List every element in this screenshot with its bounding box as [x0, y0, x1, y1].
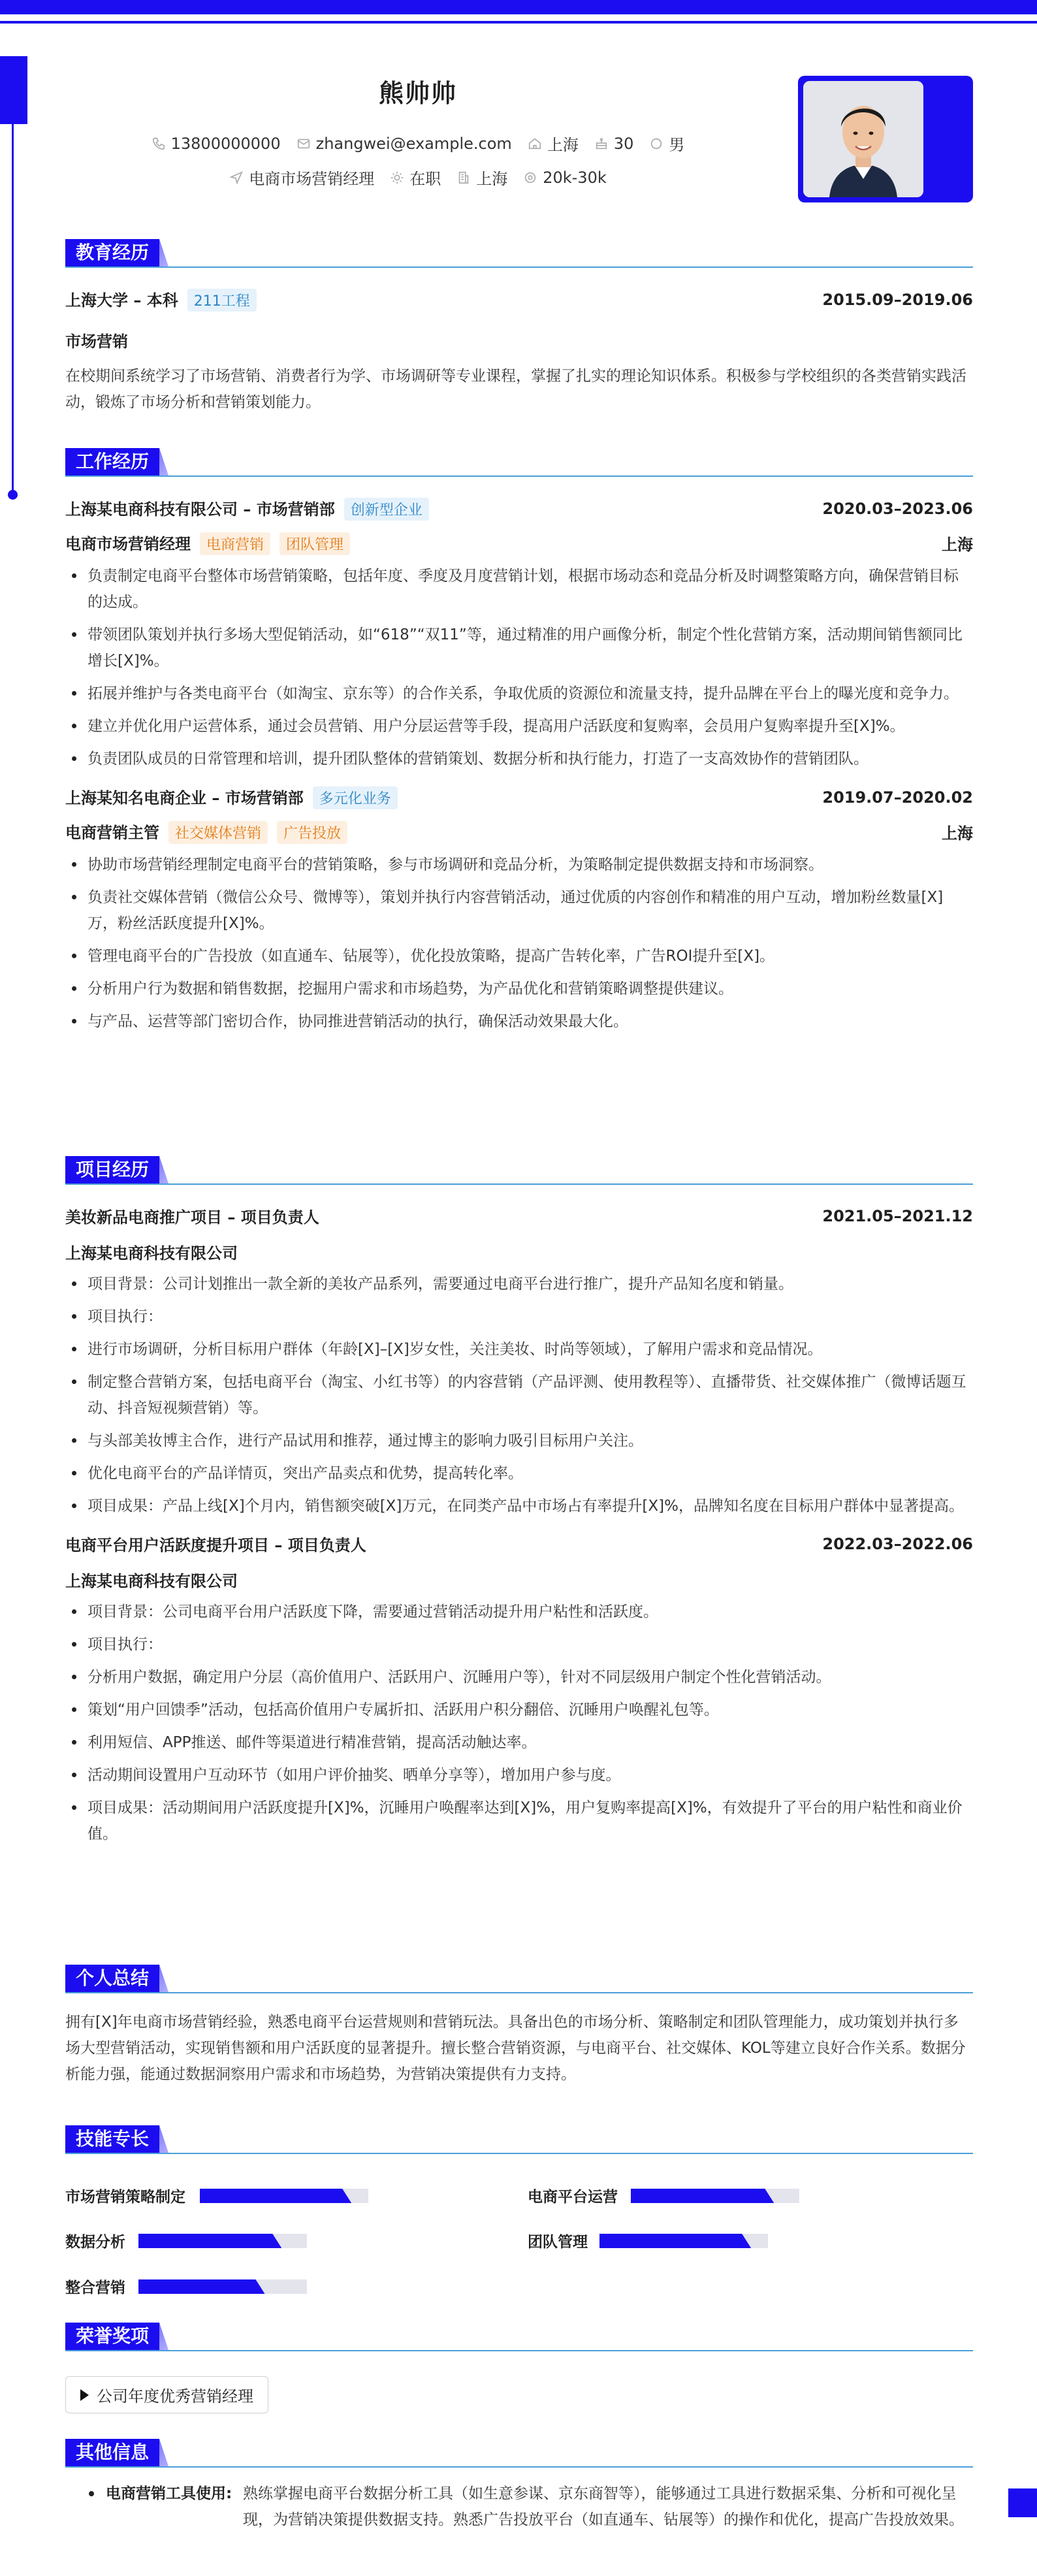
list-item: 与产品、运营等部门密切合作，协同推进营销活动的执行，确保活动效果最大化。: [65, 1008, 973, 1035]
skill-level: [200, 2189, 351, 2203]
summary-header: [65, 1965, 973, 1995]
building-icon: [456, 170, 471, 185]
list-item: 项目执行：: [65, 1632, 973, 1658]
section-title: 其他信息: [65, 2439, 159, 2466]
skills-header: [65, 2125, 973, 2155]
role-tag: 团队管理: [279, 532, 350, 555]
corner-accent-block: [1008, 2488, 1037, 2517]
job-company-row: [65, 785, 973, 809]
honors-header: [65, 2323, 973, 2353]
title-decoration: [159, 1965, 168, 1992]
role-name: 电商市场营销经理: [65, 535, 191, 553]
summary-text: 拥有[X]年电商市场营销经验，熟悉电商平台运营规则和营销玩法。具备出色的市场分析、策略制定和团队管理能力，成功策划并执行多场大型营销活动，实现销售额和用户活跃度的显著提升。擅长整合营销资源，与电商平台、社交媒体、KOL等建立良好合作关系。数据分析能力强，能通过数据洞察用户需求和市场趋势，为营销决策提供有力支持。: [65, 2014, 966, 2083]
role-name: 电商营销主管: [65, 824, 159, 842]
list-item: 项目背景：公司电商平台用户活跃度下降，需要通过营销活动提升用户粘性和活跃度。: [65, 1599, 973, 1625]
phone-text: 13800000000: [170, 134, 281, 153]
education-desc: 在校期间系统学习了市场营销、消费者行为学、市场调研等专业课程，掌握了扎实的理论知识体系。积极参与学校组织的各类营销实践活动，锻炼了市场分析和营销策划能力。: [65, 368, 966, 411]
title-decoration: [159, 239, 168, 266]
email-item: [296, 132, 512, 155]
coin-icon: [523, 170, 537, 185]
list-item: 负责社交媒体营销（微信公众号、微博等），策划并执行内容营销活动，通过优质的内容创作和精准的用户互动，增加粉丝数量[X]万，粉丝活跃度提升[X]%。: [65, 884, 973, 937]
list-item: 活动期间设置用户互动环节（如用户评价抽奖、晒单分享等），增加用户参与度。: [65, 1762, 973, 1788]
job-period: 2019.07–2020.02: [822, 788, 973, 807]
title-decoration: [159, 2125, 168, 2153]
school-line: [65, 287, 257, 312]
section-title: 个人总结: [65, 1965, 159, 1992]
skill-level: [599, 2234, 751, 2248]
bullet-dot: [89, 2491, 94, 2496]
skill-name: 整合营销: [65, 2279, 125, 2296]
honor-list: [65, 2376, 973, 2413]
work-city-item: [456, 166, 507, 189]
other-item: [65, 2481, 973, 2533]
list-item: 项目背景：公司计划推出一款全新的美妆产品系列，需要通过电商平台进行推广，提升产品知名度和销量。: [65, 1271, 973, 1297]
age-item: [594, 132, 634, 155]
section-title: 教育经历: [65, 239, 159, 266]
other-text: 熟练掌握电商平台数据分析工具（如生意参谋、京东商智等），能够通过工具进行数据采集、分析和可视化呈现，为营销决策提供数据支持。熟悉广告投放平台（如直通车、钻展等）的操作和优化，提高广告投放效果。: [243, 2485, 964, 2528]
list-item: 分析用户数据，确定用户分层（高价值用户、活跃用户、沉睡用户等），针对不同层级用户制定个性化营销活动。: [65, 1664, 973, 1690]
work-header: [65, 448, 973, 478]
school-name: 上海大学 – 本科: [65, 291, 178, 310]
list-item: 项目成果：产品上线[X]个月内，销售额突破[X]万元，在同类产品中市场占有率提升[X]%，品牌知名度在目标用户群体中显著提高。: [65, 1493, 973, 1519]
project-bullets: [65, 1271, 973, 1519]
skill-level: [631, 2189, 774, 2203]
section-rule: [65, 475, 973, 477]
job-role-row: [65, 531, 973, 555]
project-entry: [65, 1532, 973, 1847]
other-label: 电商营销工具使用:: [106, 2485, 232, 2502]
projects-header: [65, 1156, 973, 1186]
section-rule: [65, 2466, 973, 2468]
status-text: 在职: [409, 170, 441, 188]
candidate-name: 熊帅帅: [378, 79, 457, 108]
list-item: 建立并优化用户运营体系，通过会员营销、用户分层运营等手段，提高用户活跃度和复购率，会员用户复购率提升至[X]%。: [65, 713, 973, 739]
other-header: [65, 2439, 973, 2469]
project-bullets: [65, 1599, 973, 1847]
skill-name: 数据分析: [65, 2234, 125, 2251]
company-line: [65, 496, 429, 521]
project-entry: [65, 1204, 973, 1519]
list-item: 项目成果：活动期间用户活跃度提升[X]%，沉睡用户唤醒率达到[X]%，用户复购率提高[X]%，有效提升了平台的用户粘性和商业价值。: [65, 1795, 973, 1847]
contact-row: [0, 132, 836, 155]
gender-text: 男: [669, 136, 685, 154]
role-tag: 电商营销: [200, 532, 270, 555]
age-text: 30: [613, 134, 634, 153]
skills-section: [65, 2125, 973, 2155]
position-text: 电商市场营销经理: [249, 170, 375, 188]
company-tag: 创新型企业: [344, 498, 429, 521]
job-intent-row: [0, 166, 836, 189]
skill-bar: [138, 2279, 307, 2294]
skill-bar: [631, 2189, 799, 2203]
major: 市场营销: [65, 332, 128, 351]
job-entry: [65, 785, 973, 1035]
list-item: 利用短信、APP推送、邮件等渠道进行精准营销，提高活动触达率。: [65, 1730, 973, 1756]
honors-section: [65, 2323, 973, 2413]
send-icon: [229, 170, 244, 185]
top-accent-line: [0, 21, 1037, 24]
title-decoration: [159, 1156, 168, 1183]
education-header: [65, 239, 973, 269]
list-item: 协助市场营销经理制定电商平台的营销策略，参与市场调研和竞品分析，为策略制定提供数据支持和市场洞察。: [65, 852, 973, 878]
city-item: [528, 132, 579, 155]
projects-section: [65, 1156, 973, 1854]
project-org: 上海某电商科技有限公司: [65, 1572, 238, 1590]
title-decoration: [159, 2323, 168, 2350]
section-rule: [65, 266, 973, 268]
gender-item: [649, 132, 684, 155]
project-row: [65, 1532, 973, 1555]
mail-icon: [296, 137, 311, 151]
section-title: 工作经历: [65, 448, 159, 475]
play-icon: [80, 2389, 89, 2401]
company-name: 上海某知名电商企业 – 市场营销部: [65, 789, 304, 807]
section-rule: [65, 2350, 973, 2351]
job-bullets: [65, 852, 973, 1035]
skill-bar: [138, 2234, 307, 2248]
skill-level: [138, 2234, 281, 2248]
section-rule: [65, 1992, 973, 1993]
job-company-row: [65, 496, 973, 521]
education-period: 2015.09–2019.06: [822, 290, 973, 309]
project-period: 2021.05–2021.12: [822, 1206, 973, 1225]
project-name: 美妆新品电商推广项目 – 项目负责人: [65, 1208, 319, 1227]
summary-section: [65, 1965, 973, 2087]
honor-text: 公司年度优秀营销经理: [97, 2387, 253, 2406]
project-row: [65, 1204, 973, 1227]
skill-level: [138, 2279, 265, 2294]
list-item: 负责制定电商平台整体市场营销策略，包括年度、季度及月度营销计划，根据市场动态和竞品分析及时调整策略方向，确保营销目标的达成。: [65, 563, 973, 615]
skill-name: 电商平台运营: [528, 2189, 618, 2206]
list-item: 分析用户行为数据和销售数据，挖掘用户需求和市场趋势，为产品优化和营销策略调整提供建议。: [65, 976, 973, 1002]
city-text: 上海: [547, 136, 579, 154]
list-item: 管理电商平台的广告投放（如直通车、钻展等），优化投放策略，提高广告转化率，广告ROI提升至[X]。: [65, 943, 973, 969]
job-bullets: [65, 563, 973, 772]
list-item: 制定整合营销方案，包括电商平台（淘宝、小红书等）的内容营销（产品评测、使用教程等）、直播带货、社交媒体推广（微博话题互动、抖音短视频营销）等。: [65, 1369, 973, 1421]
role-line: [65, 820, 347, 844]
list-item: 带领团队策划并执行多场大型促销活动，如“618”“双11”等，通过精准的用户画像分析，制定个性化营销方案，活动期间销售额同比增长[X]%。: [65, 622, 973, 674]
position-item: [229, 166, 374, 189]
job-period: 2020.03–2023.06: [822, 499, 973, 518]
work-section: [65, 448, 973, 1041]
section-title: 荣誉奖项: [65, 2323, 159, 2350]
list-item: 进行市场调研，分析目标用户群体（年龄[X]–[X]岁女性，关注美妆、时尚等领域），了解用户需求和竞品情况。: [65, 1336, 973, 1362]
gender-icon: [649, 137, 663, 151]
title-decoration: [159, 448, 168, 475]
section-rule: [65, 2153, 973, 2154]
project-org: 上海某电商科技有限公司: [65, 1244, 238, 1263]
list-item: 拓展并维护与各类电商平台（如淘宝、京东等）的合作关系，争取优质的资源位和流量支持，提升品牌在平台上的曝光度和竞争力。: [65, 681, 973, 707]
other-section: [65, 2439, 973, 2533]
role-line: [65, 531, 350, 555]
section-title: 技能专长: [65, 2125, 159, 2153]
company-tag: 多元化业务: [313, 786, 398, 809]
phone-item: [152, 132, 281, 155]
section-rule: [65, 1183, 973, 1185]
list-item: 策划“用户回馈季”活动，包括高价值用户专属折扣、活跃用户积分翻倍、沉睡用户唤醒礼包等。: [65, 1697, 973, 1723]
honor-item: [65, 2376, 268, 2413]
cake-icon: [594, 137, 609, 151]
home-icon: [528, 137, 542, 151]
list-item: 优化电商平台的产品详情页，突出产品卖点和优势，提高转化率。: [65, 1460, 973, 1487]
company-line: [65, 785, 398, 809]
work-city-text: 上海: [476, 170, 508, 188]
project-period: 2022.03–2022.06: [822, 1534, 973, 1553]
education-row: [65, 287, 973, 312]
title-decoration: [159, 2439, 168, 2466]
skill-name: 市场营销策略制定: [65, 2189, 185, 2206]
skill-name: 团队管理: [528, 2234, 588, 2251]
job-entry: [65, 496, 973, 772]
role-tag: 社交媒体营销: [168, 821, 268, 844]
school-tag: 211工程: [187, 289, 257, 312]
education-section: [65, 239, 973, 415]
list-item: 与头部美妆博主合作，进行产品试用和推荐，通过博主的影响力吸引目标用户关注。: [65, 1428, 973, 1454]
section-title: 项目经历: [65, 1156, 159, 1183]
left-accent-dot: [8, 490, 18, 500]
job-role-row: [65, 820, 973, 844]
phone-icon: [152, 137, 166, 151]
salary-item: [523, 166, 607, 189]
sun-icon: [390, 170, 404, 185]
project-name: 电商平台用户活跃度提升项目 – 项目负责人: [65, 1536, 366, 1554]
salary-text: 20k-30k: [543, 168, 607, 187]
skill-bar: [200, 2189, 368, 2203]
skill-bar: [599, 2234, 768, 2248]
job-location: 上海: [942, 824, 973, 843]
profile-photo: [803, 81, 923, 197]
top-accent-bar: [0, 0, 1037, 14]
status-item: [390, 166, 441, 189]
list-item: 项目执行：: [65, 1304, 973, 1330]
email-text: zhangwei@example.com: [315, 134, 512, 153]
list-item: 负责团队成员的日常管理和培训，提升团队整体的营销策划、数据分析和执行能力，打造了一支高效协作的营销团队。: [65, 746, 973, 772]
job-location: 上海: [942, 536, 973, 554]
company-name: 上海某电商科技有限公司 – 市场营销部: [65, 500, 335, 519]
role-tag: 广告投放: [277, 821, 347, 844]
